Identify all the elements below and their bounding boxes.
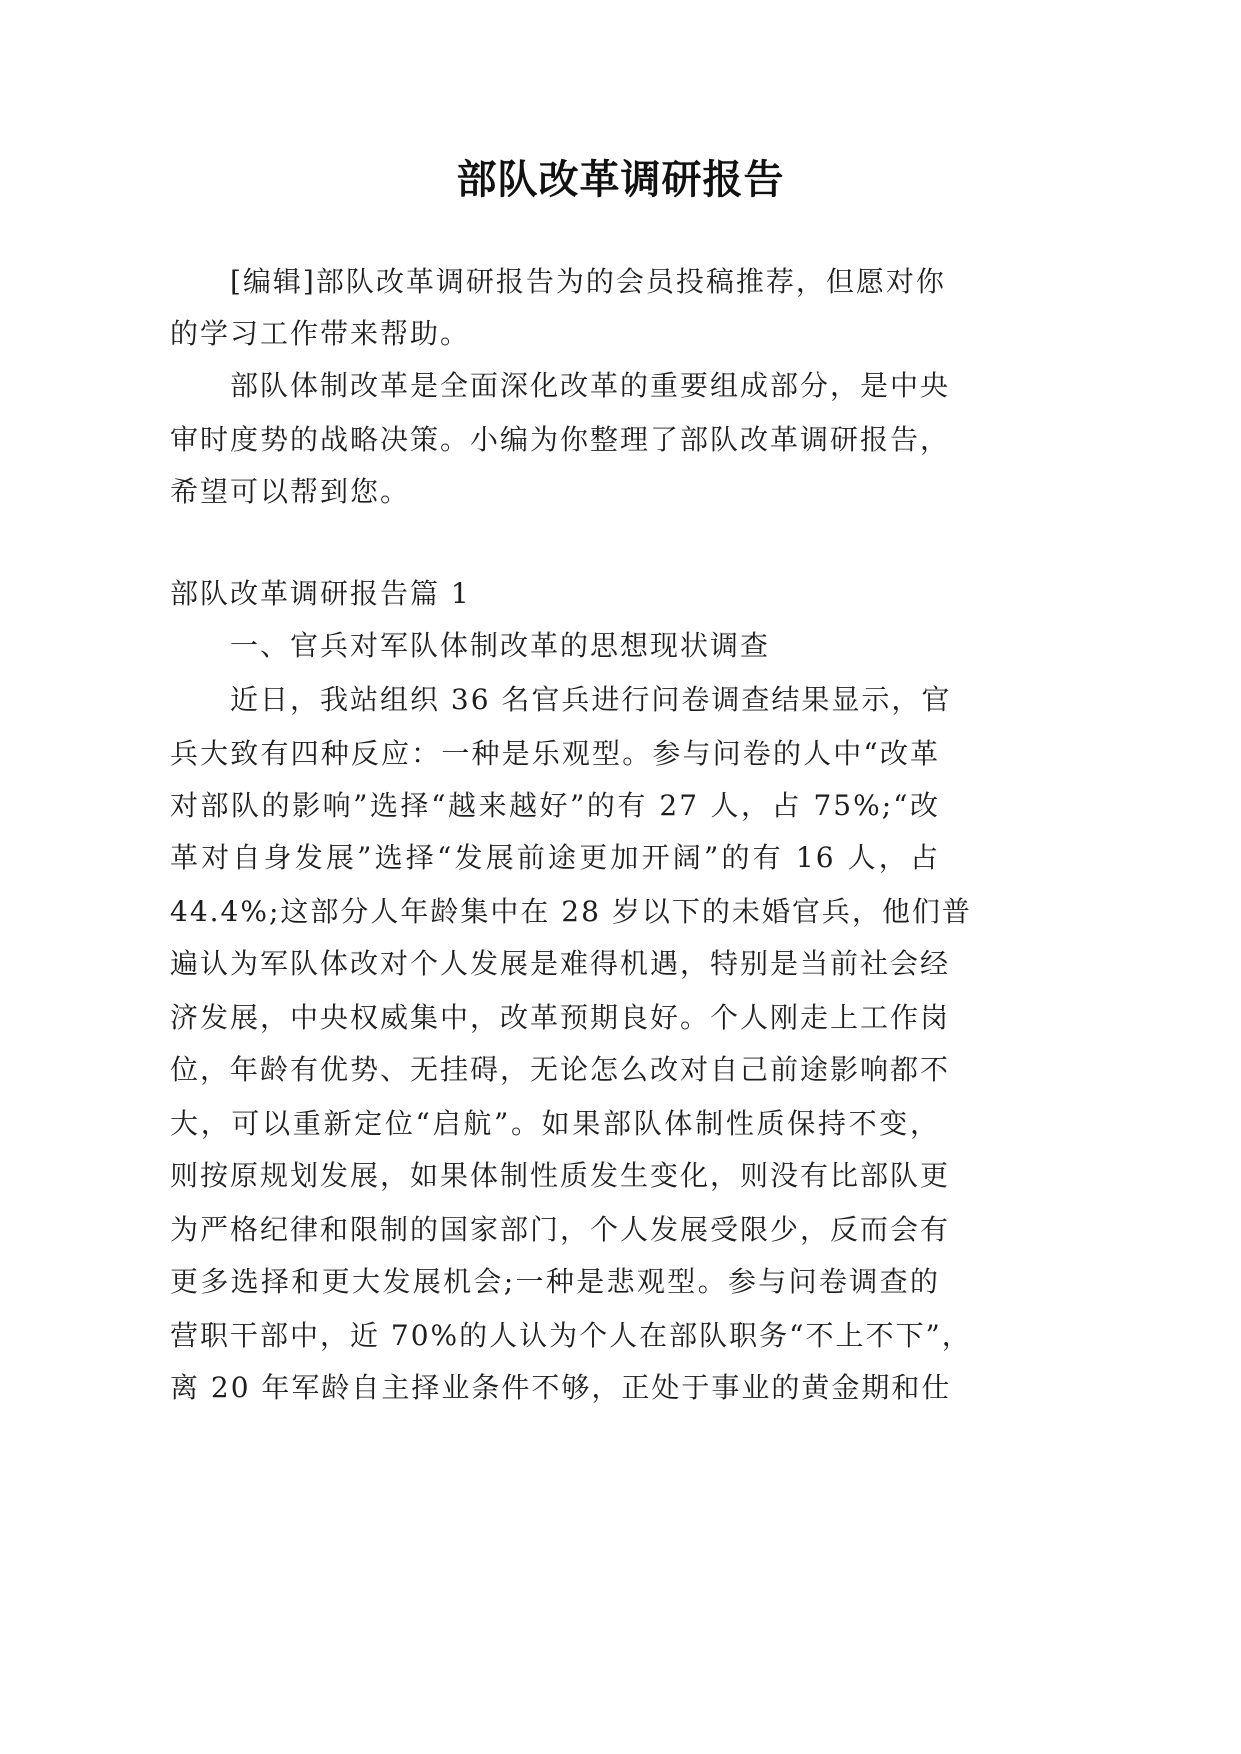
- subsection-title: 一、官兵对军队体制改革的思想现状调查: [230, 629, 771, 662]
- intro-line: 部队体制改革是全面深化改革的重要组成部分，是中央: [230, 369, 951, 402]
- body-line: 济发展，中央权威集中，改革预期良好。个人刚走上工作岗: [170, 1001, 951, 1034]
- body-line: 革对自身发展”选择“发展前途更加开阔”的有 16 人，占: [170, 841, 940, 874]
- body-line: 大，可以重新定位“启航”。如果部队体制性质保持不变，: [170, 1107, 940, 1140]
- body-line: 对部队的影响”选择“越来越好”的有 27 人，占 75%;“改: [170, 789, 940, 822]
- body-line: 则按原规划发展，如果体制性质发生变化，则没有比部队更: [170, 1159, 951, 1192]
- intro-line: 希望可以帮到您。: [170, 475, 411, 508]
- body-line: 近日，我站组织 36 名官兵进行问卷调查结果显示，官: [230, 683, 952, 716]
- intro-line: [编辑]部队改革调研报告为的会员投稿推荐，但愿对你: [230, 265, 946, 298]
- body-line: 为严格纪律和限制的国家部门，个人发展受限少，反而会有: [170, 1213, 951, 1246]
- body-line: 离 20 年军龄自主择业条件不够，正处于事业的黄金期和仕: [170, 1371, 952, 1404]
- intro-line: 审时度势的战略决策。小编为你整理了部队改革调研报告，: [170, 423, 951, 456]
- body-line: 更多选择和更大发展机会;一种是悲观型。参与问卷调查的: [170, 1265, 940, 1298]
- body-line: 兵大致有四种反应：一种是乐观型。参与问卷的人中“改革: [170, 737, 940, 770]
- body-line: 位，年龄有优势、无挂碍，无论怎么改对自己前途影响都不: [170, 1053, 951, 1086]
- body-line: 营职干部中，近 70%的人认为个人在部队职务“不上不下”，: [170, 1319, 972, 1352]
- section-title: 部队改革调研报告篇 1: [170, 577, 471, 610]
- body-line: 44.4%;这部分人年龄集中在 28 岁以下的未婚官兵，他们普: [170, 895, 972, 928]
- body-line: 遍认为军队体改对个人发展是难得机遇，特别是当前社会经: [170, 947, 951, 980]
- intro-line: 的学习工作带来帮助。: [170, 317, 471, 350]
- document-title: 部队改革调研报告: [456, 157, 785, 203]
